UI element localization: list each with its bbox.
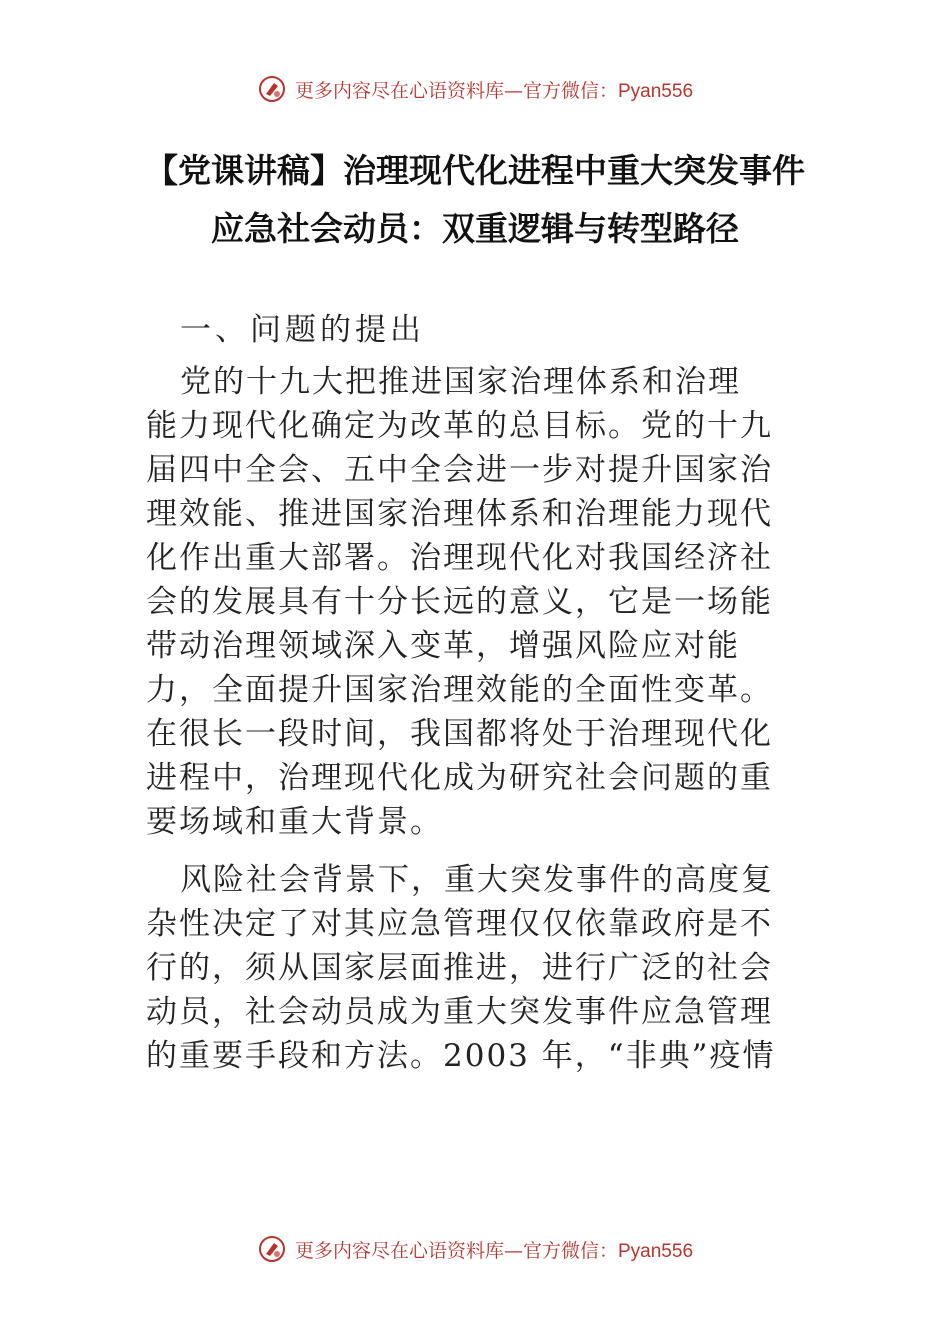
paragraph-line: 带动治理领域深入变革，增强风险应对能 xyxy=(146,628,740,664)
document-title-line-1: 【党课讲稿】治理现代化进程中重大突发事件 xyxy=(145,151,805,190)
paragraph-line: 在很长一段时间，我国都将处于治理现代化 xyxy=(146,716,773,752)
paragraph-line: 的重要手段和方法。2003 年，“非典”疫情 xyxy=(146,1038,776,1074)
paragraph-line: 党的十九大把推进国家治理体系和治理 xyxy=(180,364,741,400)
paragraph-line: 进程中，治理现代化成为研究社会问题的重 xyxy=(146,760,773,796)
paragraph-line: 动员，社会动员成为重大突发事件应急管理 xyxy=(146,994,773,1030)
paragraph-line: 会的发展具有十分长远的意义，它是一场能 xyxy=(146,584,773,620)
paragraph-line: 风险社会背景下，重大突发事件的高度复 xyxy=(180,862,774,898)
paragraph-line: 力，全面提升国家治理效能的全面性变革。 xyxy=(146,672,773,708)
paragraph-line: 行的，须从国家层面推进，进行广泛的社会 xyxy=(146,950,773,986)
logo-icon xyxy=(257,1234,287,1264)
watermark-text-cn: 更多内容尽在心语资料库—官方微信： xyxy=(294,79,618,102)
watermark-header xyxy=(0,74,950,104)
paragraph-2 xyxy=(146,858,818,1078)
paragraph-line: 杂性决定了对其应急管理仅仅依靠政府是不 xyxy=(146,906,773,942)
watermark-text-id: Pyan556 xyxy=(618,1240,694,1262)
paragraph-1 xyxy=(146,360,818,844)
paragraph-line: 理效能、推进国家治理体系和治理能力现代 xyxy=(146,496,773,532)
logo-icon xyxy=(257,74,287,104)
document-title-line-2: 应急社会动员：双重逻辑与转型路径 xyxy=(211,209,739,248)
paragraph-line: 化作出重大部署。治理现代化对我国经济社 xyxy=(146,540,773,576)
paragraph-line: 能力现代化确定为改革的总目标。党的十九 xyxy=(146,408,773,444)
paragraph-line: 届四中全会、五中全会进一步对提升国家治 xyxy=(146,452,773,488)
watermark-text xyxy=(295,1236,693,1263)
section-heading: 一、问题的提出 xyxy=(180,312,425,348)
watermark-text-id: Pyan556 xyxy=(618,80,694,102)
paragraph-line: 要场域和重大背景。 xyxy=(146,804,443,840)
watermark-footer xyxy=(0,1234,950,1264)
watermark-text-cn: 更多内容尽在心语资料库—官方微信： xyxy=(294,1239,618,1262)
watermark-text xyxy=(295,76,693,103)
